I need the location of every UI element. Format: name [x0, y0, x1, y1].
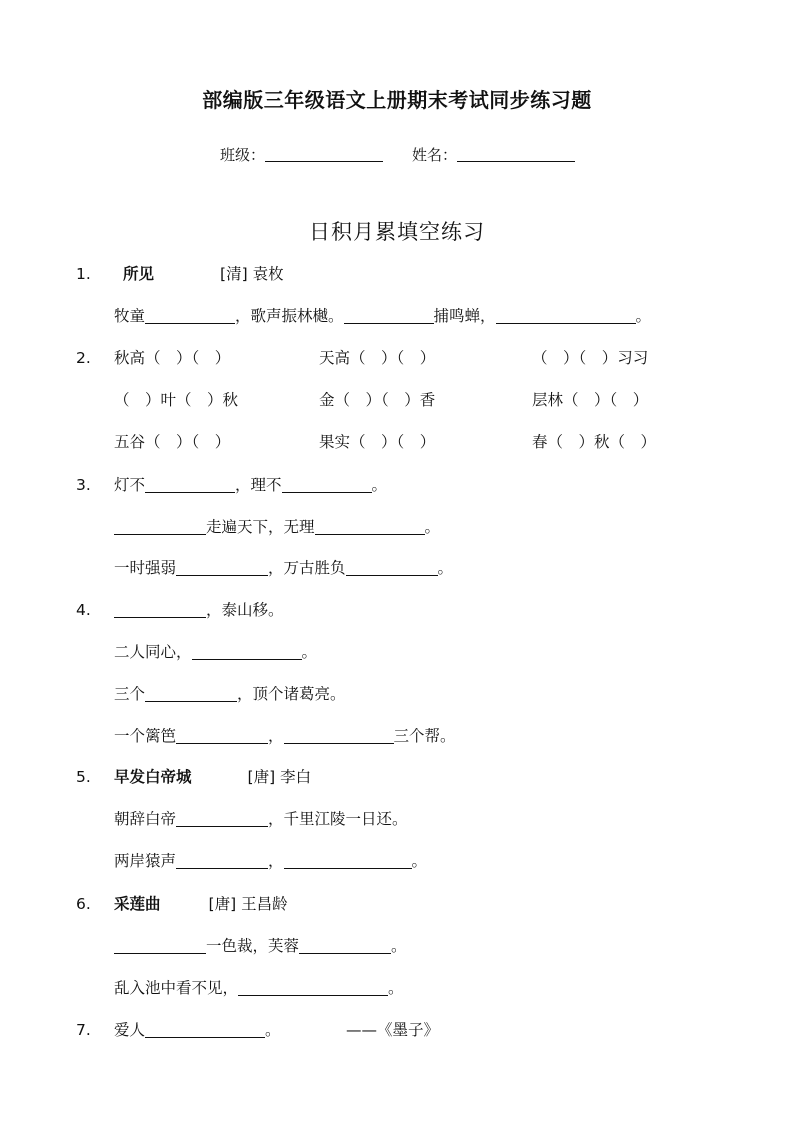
q4-line-3	[114, 682, 346, 706]
text-segment: 。	[371, 476, 388, 494]
fill-blank[interactable]	[346, 557, 438, 576]
text-segment: 。	[424, 518, 441, 536]
q2-item: 春（ ）秋（ ）	[532, 433, 657, 451]
text-segment: 走遍天下，无理	[206, 518, 315, 536]
q3-line-2	[114, 515, 440, 539]
fill-blank[interactable]	[114, 599, 206, 618]
text-segment: 牧童	[114, 307, 146, 325]
text-segment: 两岸猿声	[114, 852, 177, 870]
name-blank[interactable]	[457, 145, 575, 162]
text-segment: 。	[388, 979, 404, 997]
fill-blank[interactable]	[114, 935, 206, 954]
q4-line-2	[114, 640, 317, 664]
q1-line-1	[114, 304, 651, 328]
class-blank[interactable]	[265, 145, 383, 162]
poem-dynasty: [清]	[220, 265, 248, 283]
text-segment: ，歌声振林樾。	[235, 307, 344, 325]
question-number-6: 6.	[76, 895, 91, 913]
page-title: 部编版三年级语文上册期末考试同步练习题	[202, 88, 592, 112]
name-label: 姓名：	[412, 146, 458, 164]
q2-item: 五谷（ ）（ ）	[114, 433, 231, 451]
q2-item: （ ）叶（ ）秋	[114, 391, 239, 409]
q2-item: （ ）（ ）习习	[532, 349, 649, 367]
q6-heading	[114, 892, 288, 916]
question-number-7: 7.	[76, 1021, 91, 1039]
question-number-5: 5.	[76, 768, 91, 786]
fill-blank[interactable]	[145, 305, 235, 324]
text-segment: 三个帮。	[393, 727, 456, 745]
fill-blank[interactable]	[238, 977, 388, 996]
text-segment: 一时强弱	[114, 559, 177, 577]
q6-line-2	[114, 976, 404, 1000]
q2-item: 天高（ ）（ ）	[319, 349, 436, 367]
text-segment: 。	[411, 852, 428, 870]
fill-blank[interactable]	[145, 474, 235, 493]
text-segment: 。	[301, 643, 318, 661]
fill-blank[interactable]	[299, 935, 391, 954]
q3-line-3	[114, 556, 453, 580]
section-title: 日积月累填空练习	[309, 220, 485, 244]
q7-source: ——《墨子》	[346, 1021, 440, 1039]
q5-line-1	[114, 807, 408, 831]
text-segment: ，顶个诸葛亮。	[237, 685, 346, 703]
text-segment: 灯不	[114, 476, 146, 494]
poem-title: 所见	[123, 265, 155, 283]
text-segment: 。	[391, 937, 407, 955]
text-segment: ，	[268, 727, 284, 745]
fill-blank[interactable]	[114, 516, 206, 535]
q2-item: 金（ ）（ ）香	[319, 391, 436, 409]
fill-blank[interactable]	[145, 1019, 265, 1038]
poem-dynasty: [唐]	[208, 895, 237, 913]
text-segment: 二人同心，	[114, 643, 192, 661]
text-segment: ，泰山移。	[206, 601, 284, 619]
fill-blank[interactable]	[176, 808, 268, 827]
q2-item: 层林（ ）（ ）	[532, 391, 649, 409]
q2-item: 果实（ ）（ ）	[319, 433, 436, 451]
fill-blank[interactable]	[284, 725, 394, 744]
question-number-3: 3.	[76, 476, 91, 494]
poem-title: 早发白帝城	[114, 768, 192, 786]
question-number-2: 2.	[76, 349, 91, 367]
fill-blank[interactable]	[284, 850, 412, 869]
fill-blank[interactable]	[344, 305, 434, 324]
fill-blank[interactable]	[176, 725, 268, 744]
fill-blank[interactable]	[315, 516, 425, 535]
fill-blank[interactable]	[192, 641, 302, 660]
text-segment: 三个	[114, 685, 146, 703]
text-segment: 。	[635, 307, 652, 325]
fill-blank[interactable]	[145, 683, 237, 702]
q6-line-1	[114, 934, 407, 958]
text-segment: 一个篱笆	[114, 727, 177, 745]
poem-author: 王昌龄	[241, 895, 288, 913]
fill-blank[interactable]	[496, 305, 636, 324]
q5-line-2	[114, 849, 427, 873]
text-segment: 乱入池中看不见，	[114, 979, 239, 997]
text-segment: 朝辞白帝	[114, 810, 177, 828]
text-segment: 。	[265, 1021, 281, 1039]
q4-line-1	[114, 598, 284, 622]
poem-author: 李白	[280, 768, 312, 786]
poem-author: 袁枚	[252, 265, 284, 283]
name-field[interactable]	[412, 144, 575, 165]
poem-title: 采莲曲	[114, 895, 161, 913]
q5-heading	[114, 765, 311, 789]
question-number-4: 4.	[76, 601, 91, 619]
text-segment: 一色裁，芙蓉	[206, 937, 300, 955]
fill-blank[interactable]	[176, 557, 268, 576]
text-segment: ，理不	[235, 476, 282, 494]
text-segment: ，千里江陵一日还。	[268, 810, 408, 828]
q3-line-1	[114, 473, 387, 497]
text-segment: ，万古胜负	[268, 559, 346, 577]
q7-line-1	[114, 1018, 281, 1042]
fill-blank[interactable]	[282, 474, 372, 493]
question-number-1: 1.	[76, 265, 91, 283]
q4-line-4	[114, 724, 456, 748]
text-segment: 爱人	[114, 1021, 146, 1039]
text-segment: ，	[268, 852, 284, 870]
fill-blank[interactable]	[176, 850, 268, 869]
text-segment: 捕鸣蝉，	[433, 307, 496, 325]
q1-heading	[123, 262, 284, 286]
text-segment: 。	[437, 559, 454, 577]
q2-item: 秋高（ ）（ ）	[114, 349, 231, 367]
class-label: 班级：	[220, 146, 266, 164]
class-field[interactable]	[220, 144, 383, 165]
poem-dynasty: [唐]	[247, 768, 276, 786]
